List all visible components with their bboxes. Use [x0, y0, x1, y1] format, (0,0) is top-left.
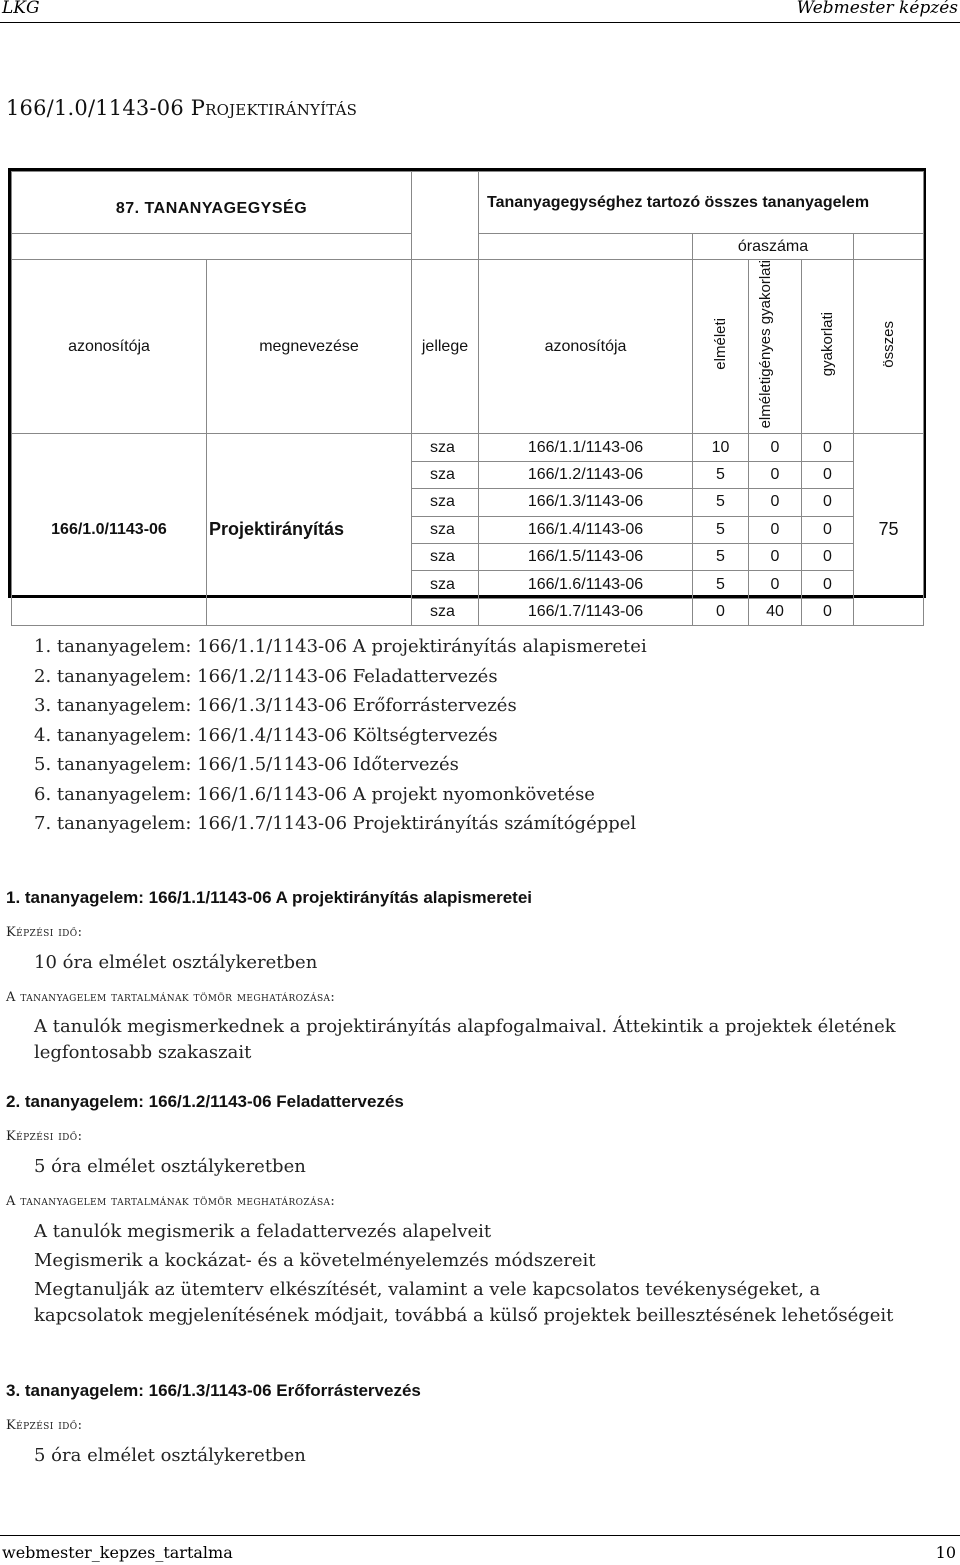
theory-practice-hours-cell: 0	[749, 461, 802, 488]
practice-hours-cell: 0	[802, 434, 854, 461]
practice-hours-cell: 0	[802, 489, 854, 516]
element-heading: 3. tananyagelem: 166/1.3/1143-06 Erőforrástervezés	[6, 1381, 421, 1400]
element-id-cell: 166/1.1/1143-06	[479, 434, 693, 461]
table-title: 87. TANANYAGEGYSÉG	[12, 172, 412, 234]
element-list	[34, 632, 647, 839]
element-heading: 1. tananyagelem: 166/1.1/1143-06 A projektirányítás alapismeretei	[6, 888, 533, 907]
training-time-label: Képzési idő:	[6, 925, 83, 940]
practice-hours-cell: 0	[802, 571, 854, 598]
page-number: 10	[935, 1543, 956, 1562]
theory-practice-hours-cell: 0	[749, 543, 802, 570]
list-item: 4. tananyagelem: 166/1.4/1143-06 Költségtervezés	[34, 724, 498, 746]
element-id-cell: 166/1.3/1143-06	[479, 489, 693, 516]
theory-hours-cell: 0	[693, 598, 749, 625]
practice-hours-cell: 0	[802, 461, 854, 488]
theory-practice-hours-cell: 0	[749, 516, 802, 543]
col-practice: gyakorlati	[818, 312, 836, 377]
type-cell: sza	[412, 489, 479, 516]
practice-hours-cell: 0	[802, 516, 854, 543]
theory-hours-cell: 5	[693, 461, 749, 488]
content-line: A tanulók megismerkednek a projektirányítás alapfogalmaival. Áttekintik a projektek életének legfontosabb szakaszait	[34, 1016, 896, 1063]
col-theory-practice: elméletigényes gyakorlati	[757, 260, 774, 429]
col-unit-name: megnevezése	[207, 260, 412, 434]
header-right: Webmester képzés	[796, 0, 958, 18]
element-id-cell: 166/1.5/1143-06	[479, 543, 693, 570]
type-cell: sza	[412, 571, 479, 598]
training-time-value: 5 óra elmélet osztálykeretben	[34, 1156, 306, 1177]
header-left: LKG	[2, 0, 40, 18]
training-time-label: Képzési idő:	[6, 1418, 83, 1433]
theory-practice-hours-cell: 0	[749, 434, 802, 461]
list-item: 5. tananyagelem: 166/1.5/1143-06 Időtervezés	[34, 754, 459, 775]
content-summary-label: A tananyagelem tartalmának tömör meghatározása:	[6, 990, 336, 1005]
header-divider	[0, 22, 960, 23]
col-theory: elméleti	[711, 318, 729, 371]
theory-practice-hours-cell: 0	[749, 571, 802, 598]
list-item: 2. tananyagelem: 166/1.2/1143-06 Feladattervezés	[34, 665, 498, 687]
element-id-cell: 166/1.7/1143-06	[479, 598, 693, 625]
hours-header: óraszáma	[693, 234, 854, 260]
total-hours-cell: 75	[854, 434, 924, 626]
theory-hours-cell: 10	[693, 434, 749, 461]
content-line: A tanulók megismerik a feladattervezés alapelveit	[34, 1221, 492, 1242]
type-cell: sza	[412, 598, 479, 625]
list-item: 6. tananyagelem: 166/1.6/1143-06 A projekt nyomonkövetése	[34, 783, 595, 805]
content-summary-label: A tananyagelem tartalmának tömör meghatározása:	[6, 1194, 336, 1209]
list-item: 1. tananyagelem: 166/1.1/1143-06 A projektirányítás alapismeretei	[34, 636, 647, 657]
col-unit-id: azonosítója	[12, 260, 207, 434]
training-time-value: 5 óra elmélet osztálykeretben	[34, 1445, 306, 1466]
theory-hours-cell: 5	[693, 543, 749, 570]
list-item: 3. tananyagelem: 166/1.3/1143-06 Erőforrástervezés	[34, 695, 517, 716]
element-id-cell: 166/1.2/1143-06	[479, 461, 693, 488]
type-cell: sza	[412, 516, 479, 543]
col-total: összes	[879, 320, 897, 368]
footer-filename: webmester_kepzes_tartalma	[2, 1543, 233, 1562]
curriculum-table	[8, 168, 926, 620]
practice-hours-cell: 0	[802, 598, 854, 625]
theory-hours-cell: 5	[693, 571, 749, 598]
col-elem-id: azonosítója	[479, 260, 693, 434]
training-time-label: Képzési idő:	[6, 1129, 83, 1144]
type-cell: sza	[412, 461, 479, 488]
unit-id-cell: 166/1.0/1143-06	[12, 434, 207, 626]
content-line: Megismerik a kockázat- és a követelményelemzés módszereit	[34, 1250, 596, 1271]
table-row	[12, 434, 924, 461]
theory-hours-cell: 5	[693, 516, 749, 543]
type-cell: sza	[412, 434, 479, 461]
section-title: 166/1.0/1143-06 Projektirányítás	[6, 96, 358, 120]
element-heading: 2. tananyagelem: 166/1.2/1143-06 Feladattervezés	[6, 1092, 404, 1111]
type-cell: sza	[412, 543, 479, 570]
group-header: Tananyagegységhez tartozó összes tananyagelem	[479, 172, 924, 234]
content-text	[34, 1219, 914, 1329]
theory-practice-hours-cell: 0	[749, 489, 802, 516]
footer-divider	[0, 1535, 960, 1536]
list-item: 7. tananyagelem: 166/1.7/1143-06 Projektirányítás számítógéppel	[34, 813, 637, 834]
col-type: jellege	[412, 260, 479, 434]
element-id-cell: 166/1.6/1143-06	[479, 571, 693, 598]
practice-hours-cell: 0	[802, 543, 854, 570]
theory-hours-cell: 5	[693, 489, 749, 516]
element-id-cell: 166/1.4/1143-06	[479, 516, 693, 543]
theory-practice-hours-cell: 40	[749, 598, 802, 625]
unit-name-cell: Projektirányítás	[207, 434, 412, 626]
content-line: Megtanulják az ütemterv elkészítését, valamint a vele kapcsolatos tevékenységeket, a kapcsolatok megjelenítésének módjait, továbbá a külső projektek beillesztésének lehetőségeit	[34, 1279, 894, 1326]
content-text	[34, 1014, 914, 1066]
training-time-value: 10 óra elmélet osztálykeretben	[34, 952, 318, 973]
